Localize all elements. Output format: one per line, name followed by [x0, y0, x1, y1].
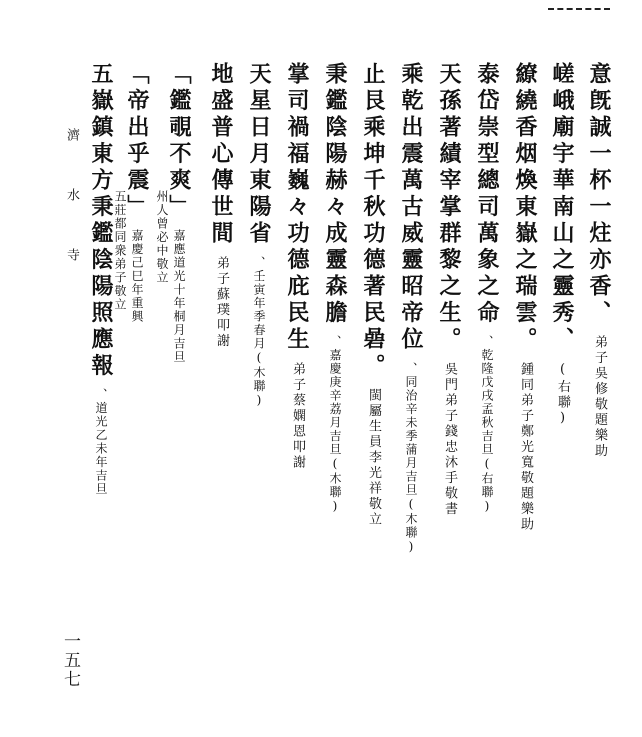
column-note: 、同治辛未季蒲月吉旦(木聯)	[404, 361, 418, 555]
column-note: 鍾同弟子鄭光寬敬題樂助	[518, 361, 533, 532]
column-main-text: 泰岱崇型總司萬象之命	[474, 62, 500, 327]
column-main-text: 五嶽鎮東方秉鑑陰陽照應報	[88, 62, 114, 380]
inscription-column-14	[90, 62, 112, 496]
column-note: 弟子蔡嫻恩叩謝	[290, 361, 305, 470]
inscription-column-13-sub	[112, 182, 128, 312]
inscription-column-12-sub	[154, 182, 170, 285]
column-main-text: 嵯峨廟宇華南山之靈秀、	[549, 62, 575, 354]
column-main-text: 秉鑑陰陽赫々成靈森膽	[322, 62, 348, 327]
column-note: 吳門弟子錢忠沐手敬書	[442, 361, 457, 517]
inscription-column-4	[476, 62, 498, 515]
column-note: 弟子吳修敬題樂助	[592, 335, 607, 459]
column-note-a: 嘉慶己巳年重興	[130, 229, 144, 324]
column-main-text: 「鑑覗不爽」	[166, 62, 192, 221]
inscription-column-8	[324, 62, 346, 515]
running-title: 濟 水 寺	[64, 128, 79, 277]
column-note: 閩屬生員李光祥敬立	[366, 388, 381, 528]
column-note: 、道光乙未年吉旦	[94, 388, 108, 496]
inscription-column-5	[438, 62, 460, 517]
column-note: 、壬寅年季春月(木聯)	[252, 255, 266, 408]
column-note: 弟子蘇璞叩謝	[214, 255, 229, 349]
column-note-a: 嘉應道光十年桐月吉旦	[172, 229, 186, 364]
inscription-column-6	[400, 62, 422, 555]
inscription-column-2	[551, 62, 573, 428]
inscription-column-9	[286, 62, 308, 470]
inscription-column-13	[126, 62, 148, 324]
inscription-column-1	[588, 62, 610, 459]
column-note: 、嘉慶庚辛荔月吉旦(木聯)	[328, 335, 342, 515]
inscription-column-3	[514, 62, 536, 532]
page-number: 一五七	[60, 632, 80, 689]
column-note: 、乾隆戊戌孟秋吉旦(右聯)	[480, 335, 494, 515]
column-main-text: 「帝出乎震」	[124, 62, 150, 221]
column-main-text: 乘乾出震萬古威靈昭帝位	[398, 62, 424, 354]
column-note-b: 州人曾必中敬立	[155, 190, 169, 285]
column-main-text: 繚繞香烟煥東嶽之瑞雲。	[512, 62, 538, 354]
column-main-text: 意旣誠一杯一炷亦香、	[586, 62, 612, 327]
column-main-text: 掌司禍福巍々功德庇民生	[284, 62, 310, 354]
column-main-text: 地盛普心傳世間	[208, 62, 234, 248]
scan-mark	[548, 8, 610, 10]
inscription-column-10	[248, 62, 270, 408]
inscription-column-11	[210, 62, 232, 349]
inscription-column-7	[362, 62, 384, 528]
column-note-b: 五莊都同衆弟子敬立	[113, 190, 127, 312]
column-main-text: 天孫著績宰掌群黎之生。	[436, 62, 462, 354]
inscription-column-12	[168, 62, 190, 364]
column-main-text: 止艮乘坤千秋功德著民碞。	[360, 62, 386, 380]
column-main-text: 天星日月東陽省	[246, 62, 272, 248]
column-note: (右聯)	[555, 361, 570, 428]
